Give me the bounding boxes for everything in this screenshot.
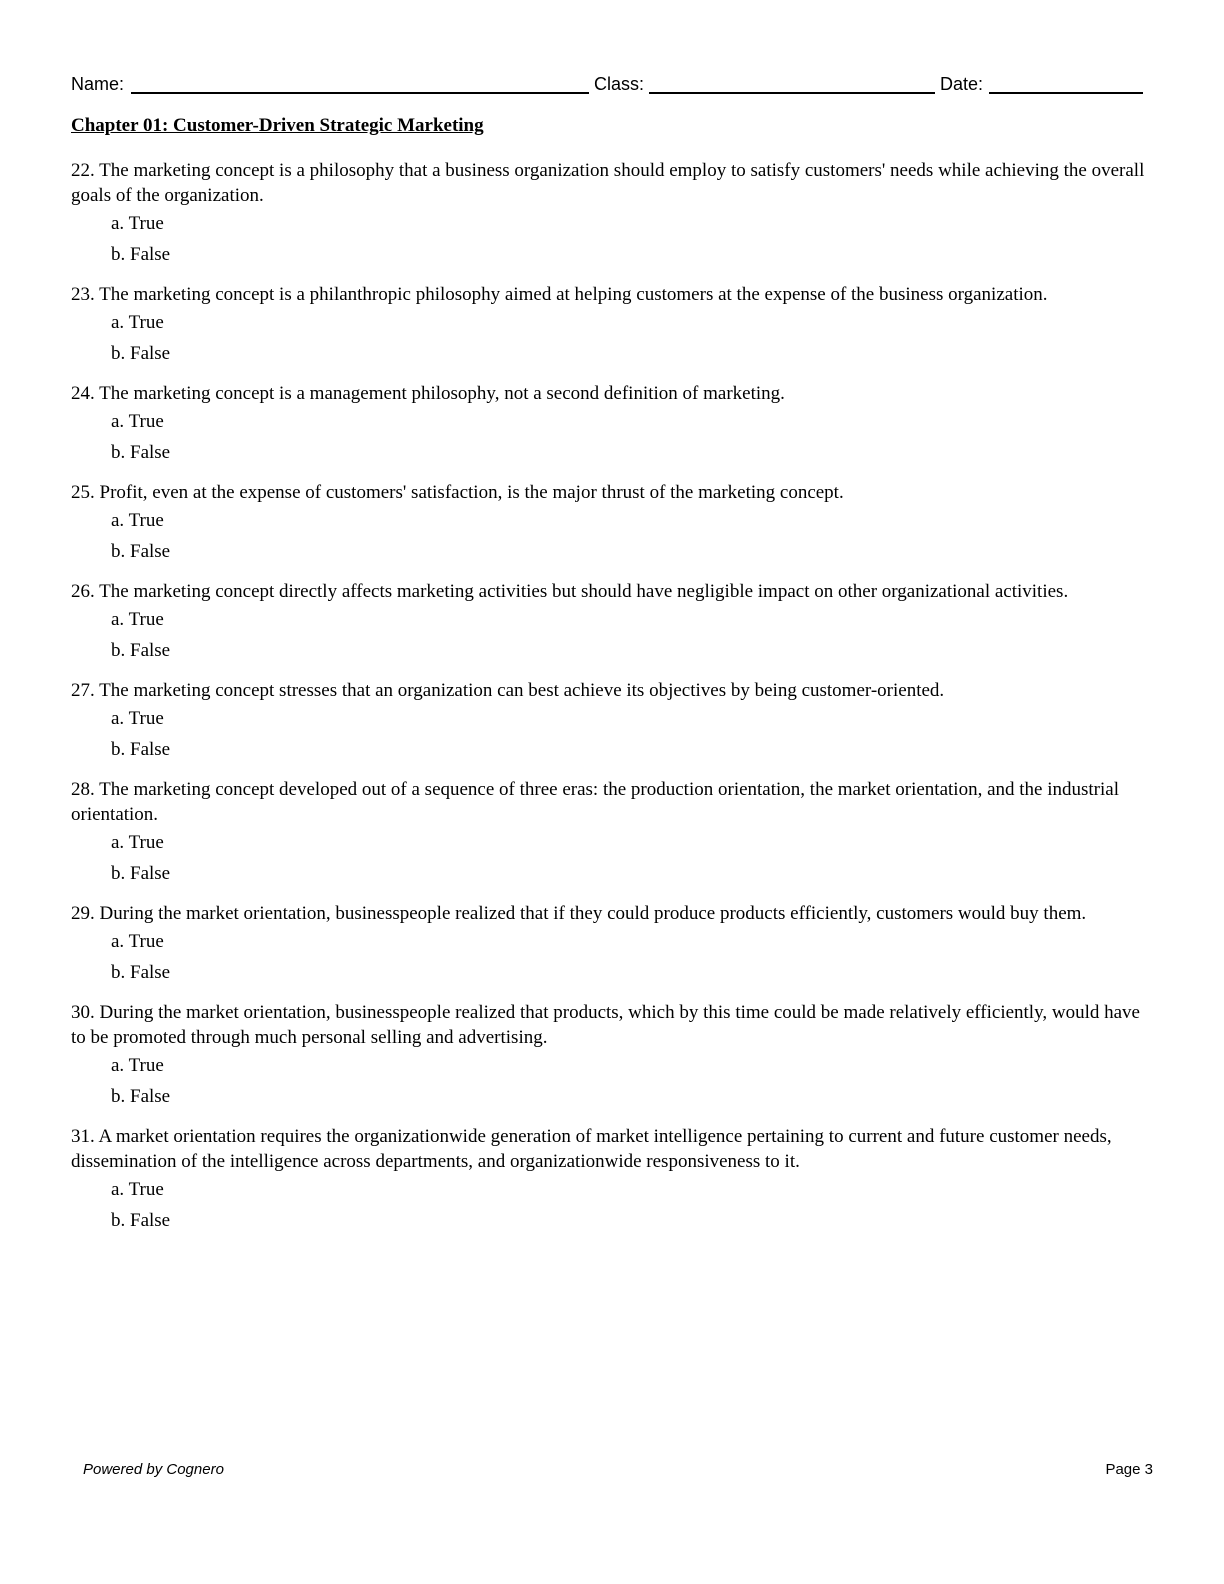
choice-true: a. True [111,708,164,729]
choice-false: b. False [111,1086,171,1107]
choice-true: a. True [111,510,164,531]
student-info-header [71,72,1143,96]
choice-false: b. False [111,962,171,983]
question-item [71,480,1146,567]
date-field-line[interactable] [989,92,1143,94]
name-label: Name: [71,74,125,94]
question-item [71,282,1146,369]
question-item [71,381,1146,468]
question-text: 22. The marketing concept is a philosophy that a business organization should employ to satisfy customers' needs while achieving the overall goals of the organization. [71,160,1145,206]
question-item [71,579,1146,666]
name-field-line[interactable] [131,92,589,94]
question-text: 27. The marketing concept stresses that an organization can best achieve its objectives by being customer-oriented. [71,680,945,701]
powered-by-footer: Powered by Cognero [83,1461,224,1478]
choice-true: a. True [111,1179,164,1200]
choice-false: b. False [111,863,171,884]
question-text: 28. The marketing concept developed out of a sequence of three eras: the production orientation, the market orientation, and the industrial orientation. [71,779,1119,825]
choice-true: a. True [111,609,164,630]
class-label: Class: [594,74,645,94]
choice-false: b. False [111,739,171,760]
question-list [71,158,1146,1248]
choice-true: a. True [111,931,164,952]
question-text: 25. Profit, even at the expense of customers' satisfaction, is the major thrust of the marketing concept. [71,482,844,503]
date-label: Date: [940,74,984,94]
choice-false: b. False [111,244,171,265]
question-item [71,678,1146,765]
choice-false: b. False [111,1210,171,1231]
question-item [71,1000,1146,1112]
page-number: Page 3 [1105,1461,1153,1478]
question-item [71,901,1146,988]
choice-true: a. True [111,1055,164,1076]
question-text: 30. During the market orientation, businesspeople realized that products, which by this time could be made relatively efficiently, would have to be promoted through much personal selling and advertising. [71,1002,1140,1048]
question-text: 23. The marketing concept is a philanthropic philosophy aimed at helping customers at the expense of the business organization. [71,284,1048,305]
chapter-title: Chapter 01: Customer-Driven Strategic Marketing [71,115,484,136]
question-text: 26. The marketing concept directly affects marketing activities but should have negligible impact on other organizational activities. [71,581,1069,602]
question-item [71,777,1146,889]
choice-true: a. True [111,312,164,333]
choice-false: b. False [111,541,171,562]
question-item [71,1124,1146,1236]
question-item [71,158,1146,270]
choice-true: a. True [111,832,164,853]
choice-true: a. True [111,411,164,432]
class-field-line[interactable] [649,92,935,94]
choice-false: b. False [111,640,171,661]
question-text: 24. The marketing concept is a management philosophy, not a second definition of marketing. [71,383,785,404]
choice-false: b. False [111,442,171,463]
question-text: 31. A market orientation requires the organizationwide generation of market intelligence pertaining to current and future customer needs, dissemination of the intelligence across departments, and organizationwide responsiveness to it. [71,1126,1112,1172]
choice-false: b. False [111,343,171,364]
choice-true: a. True [111,213,164,234]
question-text: 29. During the market orientation, businesspeople realized that if they could produce products efficiently, customers would buy them. [71,903,1087,924]
